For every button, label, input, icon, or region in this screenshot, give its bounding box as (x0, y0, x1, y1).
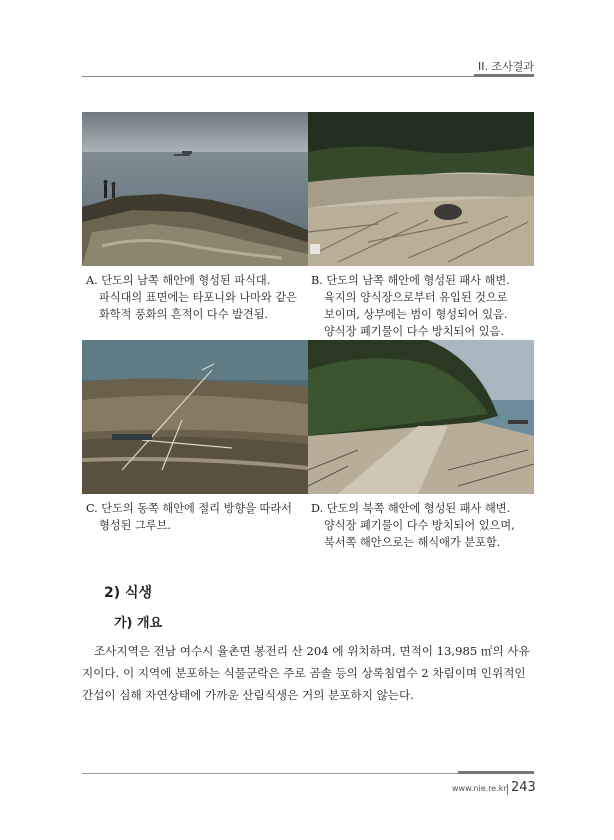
caption-line: 보이며, 상부에는 범이 형성되어 있음. (324, 308, 508, 321)
photo-a (82, 112, 308, 266)
caption-line: 양식장 폐기물이 다수 방치되어 있으며, (324, 519, 515, 532)
photo-b (308, 112, 534, 266)
body-line: 지이다. 이 지역에 분포하는 식물군락은 주로 곰솔 등의 상록침엽수 2 차림이며 인위적인 (82, 666, 526, 680)
caption-line: 파식대의 표면에는 타포니와 나마와 같은 (99, 291, 297, 304)
body-line: 간섭이 심해 자연상태에 가까운 산림식생은 거의 분포하지 않는다. (82, 688, 414, 702)
caption-line: 양식장 폐기물이 다수 방치되어 있음. (324, 325, 504, 338)
page-number: 243 (511, 780, 536, 795)
body-paragraph (82, 640, 534, 706)
caption-c (86, 500, 292, 534)
header-rule (82, 76, 534, 77)
caption-line: 형성된 그루브. (99, 519, 171, 532)
section-heading: 2) 식생 (104, 585, 153, 601)
caption-a (86, 272, 297, 323)
caption-line: 북서쪽 해안으로는 해식애가 분포함. (324, 536, 501, 549)
section-label: II. 조사결과 (478, 60, 534, 73)
caption-line: 화학적 풍화의 흔적이 다수 발견됨. (99, 308, 269, 321)
footer-separator (507, 784, 508, 795)
body-line: 조사지역은 전남 여수시 율촌면 봉전리 산 204 에 위치하며, 면적이 13,985 ㎡의 사유 (94, 644, 530, 658)
photo-d (308, 340, 534, 494)
caption-line: 육지의 양식장으로부터 유입된 것으로 (324, 291, 508, 304)
photo-c (82, 340, 308, 494)
footer-url: www.nie.re.kr (452, 784, 507, 793)
footer-rule-accent (458, 771, 534, 774)
caption-line: B. 단도의 남쪽 해안에 형성된 패사 해변. (311, 274, 510, 287)
caption-line: C. 단도의 동쪽 해안에 절리 방향을 따라서 (86, 502, 292, 515)
caption-line: D. 단도의 북쪽 해안에 형성된 패사 해변. (311, 502, 511, 515)
header-rule-accent (474, 74, 534, 77)
caption-d (311, 500, 515, 551)
subsection-heading: 가) 개요 (114, 616, 163, 631)
caption-b (311, 272, 510, 340)
caption-line: A. 단도의 남쪽 해안에 형성된 파식대. (86, 274, 271, 287)
